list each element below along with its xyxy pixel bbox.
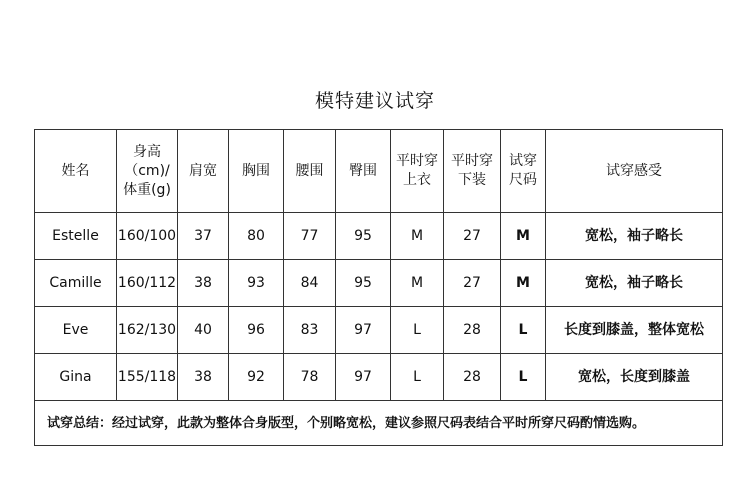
cell-chest: 92 — [229, 354, 284, 401]
cell-hip: 95 — [336, 260, 391, 307]
header-height-weight: 身高 （cm)/ 体重(g) — [117, 130, 178, 213]
cell-chest: 80 — [229, 213, 284, 260]
header-name: 姓名 — [35, 130, 117, 213]
table-row — [35, 354, 723, 401]
cell-height-weight: 155/118 — [117, 354, 178, 401]
cell-feeling: 宽松，长度到膝盖 — [546, 354, 723, 401]
table-row — [35, 213, 723, 260]
cell-try-size: L — [501, 354, 546, 401]
cell-usual-top: L — [391, 307, 444, 354]
cell-shoulder: 37 — [178, 213, 229, 260]
header-chest: 胸围 — [229, 130, 284, 213]
cell-try-size: M — [501, 260, 546, 307]
header-try-size: 试穿 尺码 — [501, 130, 546, 213]
header-hip: 臀围 — [336, 130, 391, 213]
cell-feeling: 长度到膝盖，整体宽松 — [546, 307, 723, 354]
cell-name: Camille — [35, 260, 117, 307]
cell-waist: 78 — [284, 354, 336, 401]
cell-chest: 93 — [229, 260, 284, 307]
cell-usual-bottom: 28 — [444, 354, 501, 401]
table-row — [35, 260, 723, 307]
table-row — [35, 307, 723, 354]
cell-hip: 97 — [336, 354, 391, 401]
cell-usual-top: M — [391, 260, 444, 307]
summary-row — [35, 401, 723, 446]
header-usual-top: 平时穿 上衣 — [391, 130, 444, 213]
summary-text: 试穿总结：经过试穿，此款为整体合身版型，个别略宽松，建议参照尺码表结合平时所穿尺码酌情选购。 — [35, 401, 723, 446]
table-header-row — [35, 130, 723, 213]
cell-waist: 84 — [284, 260, 336, 307]
cell-waist: 83 — [284, 307, 336, 354]
cell-usual-bottom: 28 — [444, 307, 501, 354]
header-waist: 腰围 — [284, 130, 336, 213]
cell-hip: 95 — [336, 213, 391, 260]
cell-shoulder: 38 — [178, 354, 229, 401]
cell-shoulder: 40 — [178, 307, 229, 354]
cell-try-size: M — [501, 213, 546, 260]
cell-feeling: 宽松，袖子略长 — [546, 260, 723, 307]
cell-usual-bottom: 27 — [444, 213, 501, 260]
cell-height-weight: 162/130 — [117, 307, 178, 354]
header-usual-bottom: 平时穿 下装 — [444, 130, 501, 213]
cell-height-weight: 160/112 — [117, 260, 178, 307]
cell-usual-bottom: 27 — [444, 260, 501, 307]
cell-feeling: 宽松，袖子略长 — [546, 213, 723, 260]
cell-usual-top: M — [391, 213, 444, 260]
cell-waist: 77 — [284, 213, 336, 260]
cell-usual-top: L — [391, 354, 444, 401]
cell-height-weight: 160/100 — [117, 213, 178, 260]
cell-name: Gina — [35, 354, 117, 401]
size-table — [34, 129, 723, 446]
cell-shoulder: 38 — [178, 260, 229, 307]
header-feeling: 试穿感受 — [546, 130, 723, 213]
cell-hip: 97 — [336, 307, 391, 354]
cell-name: Eve — [35, 307, 117, 354]
cell-try-size: L — [501, 307, 546, 354]
page-title: 模特建议试穿 — [314, 90, 435, 112]
cell-name: Estelle — [35, 213, 117, 260]
cell-chest: 96 — [229, 307, 284, 354]
header-shoulder: 肩宽 — [178, 130, 229, 213]
